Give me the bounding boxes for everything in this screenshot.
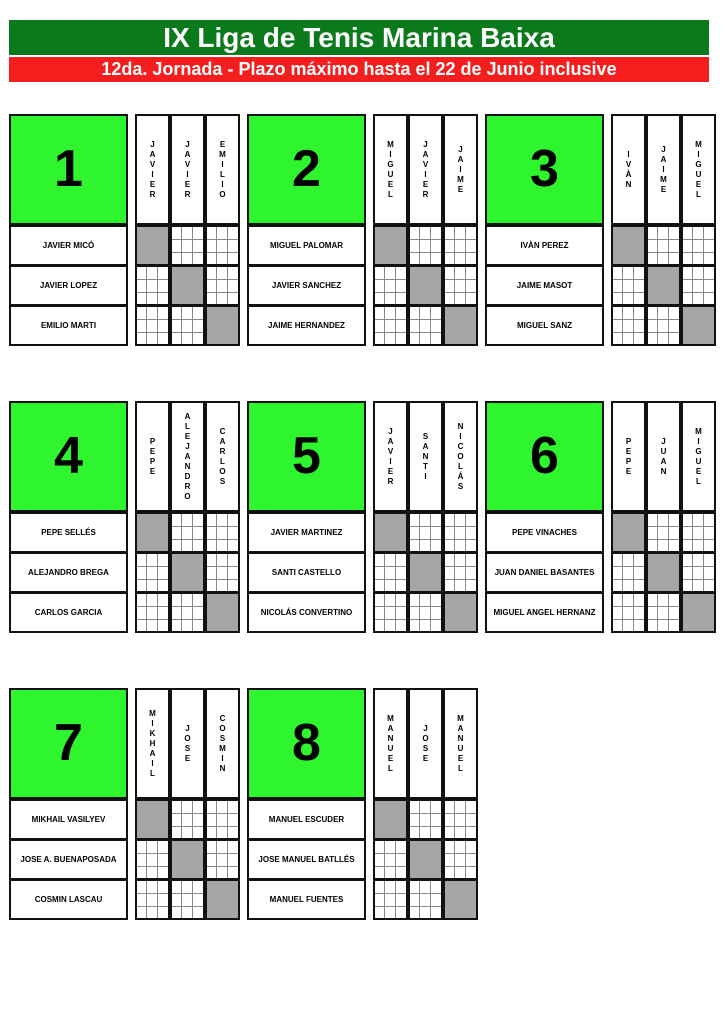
column-header-label: MIGUEL	[694, 426, 703, 487]
score-cell[interactable]	[646, 305, 681, 346]
column-header	[408, 401, 443, 512]
column-header-label: NICOLÁS	[456, 421, 465, 492]
column-header-label: MANUEL	[456, 713, 465, 774]
player-name: JUAN DANIEL BASANTES	[485, 552, 604, 593]
player-name: JAIME HERNANDEZ	[247, 305, 366, 346]
score-cell[interactable]	[611, 592, 646, 633]
score-cell[interactable]	[681, 265, 716, 306]
score-cell[interactable]	[681, 552, 716, 593]
column-header	[205, 401, 240, 512]
self-match-cell	[611, 512, 646, 553]
player-name: ALEJANDRO BREGA	[9, 552, 128, 593]
column-header-label: MIKHAIL	[148, 708, 157, 779]
score-cell[interactable]	[443, 265, 478, 306]
self-match-cell	[205, 879, 240, 920]
column-header	[205, 688, 240, 799]
column-header	[135, 114, 170, 225]
self-match-cell	[135, 799, 170, 840]
score-cell[interactable]	[205, 799, 240, 840]
column-header-label: JOSE	[421, 723, 430, 764]
player-name: MIKHAIL VASILYEV	[9, 799, 128, 840]
score-cell[interactable]	[170, 512, 205, 553]
column-header-label: EMILIO	[218, 139, 227, 200]
score-cell[interactable]	[408, 879, 443, 920]
self-match-cell	[681, 592, 716, 633]
group-table	[9, 688, 234, 920]
score-cell[interactable]	[135, 592, 170, 633]
score-cell[interactable]	[611, 552, 646, 593]
self-match-cell	[443, 879, 478, 920]
player-name: JAVIER LOPEZ	[9, 265, 128, 306]
column-header-label: MANUEL	[386, 713, 395, 774]
player-name: PEPE VINACHES	[485, 512, 604, 553]
score-cell[interactable]	[205, 265, 240, 306]
column-header	[681, 401, 716, 512]
group-table	[485, 401, 710, 633]
score-cell[interactable]	[408, 592, 443, 633]
score-cell[interactable]	[170, 799, 205, 840]
player-name: JAVIER SANCHEZ	[247, 265, 366, 306]
player-name: MANUEL ESCUDER	[247, 799, 366, 840]
score-cell[interactable]	[443, 225, 478, 266]
score-cell[interactable]	[205, 839, 240, 880]
column-header-label: JAIME	[659, 144, 668, 195]
score-cell[interactable]	[408, 512, 443, 553]
page-title: IX Liga de Tenis Marina Baixa	[9, 20, 709, 55]
column-header-label: JUAN	[659, 436, 668, 477]
column-header	[170, 401, 205, 512]
self-match-cell	[135, 512, 170, 553]
player-name: MANUEL FUENTES	[247, 879, 366, 920]
self-match-cell	[373, 512, 408, 553]
score-cell[interactable]	[170, 879, 205, 920]
score-cell[interactable]	[408, 305, 443, 346]
column-header-label: PEPE	[148, 436, 157, 477]
score-cell[interactable]	[443, 512, 478, 553]
self-match-cell	[170, 265, 205, 306]
column-header-label: PEPE	[624, 436, 633, 477]
column-header	[205, 114, 240, 225]
score-cell[interactable]	[611, 305, 646, 346]
self-match-cell	[408, 839, 443, 880]
self-match-cell	[135, 225, 170, 266]
self-match-cell	[611, 225, 646, 266]
score-cell[interactable]	[646, 225, 681, 266]
score-cell[interactable]	[646, 592, 681, 633]
group-number: 3	[485, 114, 604, 225]
column-header	[681, 114, 716, 225]
column-header-label: MIGUEL	[386, 139, 395, 200]
column-header	[135, 401, 170, 512]
column-header	[443, 114, 478, 225]
score-cell[interactable]	[373, 305, 408, 346]
score-cell[interactable]	[443, 839, 478, 880]
column-header-label: IVÀN	[624, 149, 633, 190]
column-header	[611, 401, 646, 512]
score-cell[interactable]	[408, 799, 443, 840]
column-header	[170, 114, 205, 225]
player-name: JOSE MANUEL BATLLÉS	[247, 839, 366, 880]
column-header-label: SANTI	[421, 431, 430, 482]
group-table	[485, 114, 710, 346]
score-cell[interactable]	[373, 552, 408, 593]
self-match-cell	[373, 799, 408, 840]
player-name: NICOLÁS CONVERTINO	[247, 592, 366, 633]
column-header-label: MIGUEL	[694, 139, 703, 200]
score-cell[interactable]	[205, 225, 240, 266]
self-match-cell	[443, 592, 478, 633]
column-header-label: JAVIER	[386, 426, 395, 487]
score-cell[interactable]	[681, 225, 716, 266]
column-header-label: JAIME	[456, 144, 465, 195]
score-cell[interactable]	[373, 839, 408, 880]
score-cell[interactable]	[373, 879, 408, 920]
column-header	[408, 114, 443, 225]
column-header-label: COSMIN	[218, 713, 227, 774]
column-header	[443, 401, 478, 512]
score-cell[interactable]	[135, 879, 170, 920]
player-name: PEPE SELLÉS	[9, 512, 128, 553]
group-table	[9, 401, 234, 633]
column-header	[373, 114, 408, 225]
column-header-label: ALEJANDRO	[183, 411, 192, 502]
score-cell[interactable]	[646, 512, 681, 553]
group-number: 8	[247, 688, 366, 799]
page-subtitle: 12da. Jornada - Plazo máximo hasta el 22 de Junio inclusive	[9, 57, 709, 82]
column-header-label: JAVIER	[421, 139, 430, 200]
player-name: JAIME MASOT	[485, 265, 604, 306]
score-cell[interactable]	[408, 225, 443, 266]
column-header	[611, 114, 646, 225]
self-match-cell	[443, 305, 478, 346]
group-number: 5	[247, 401, 366, 512]
player-name: CARLOS GARCIA	[9, 592, 128, 633]
score-cell[interactable]	[135, 552, 170, 593]
column-header	[373, 688, 408, 799]
column-header-label: CARLOS	[218, 426, 227, 487]
player-name: MIGUEL ANGEL HERNANZ	[485, 592, 604, 633]
score-cell[interactable]	[170, 592, 205, 633]
column-header	[646, 114, 681, 225]
group-table	[247, 114, 472, 346]
group-number: 7	[9, 688, 128, 799]
player-name: IVÀN PEREZ	[485, 225, 604, 266]
player-name: JAVIER MICÓ	[9, 225, 128, 266]
column-header-label: JOSE	[183, 723, 192, 764]
group-number: 4	[9, 401, 128, 512]
player-name: MIGUEL SANZ	[485, 305, 604, 346]
self-match-cell	[205, 305, 240, 346]
self-match-cell	[681, 305, 716, 346]
score-cell[interactable]	[135, 265, 170, 306]
score-cell[interactable]	[205, 512, 240, 553]
group-table	[247, 688, 472, 920]
self-match-cell	[408, 265, 443, 306]
group-table	[9, 114, 234, 346]
group-number: 6	[485, 401, 604, 512]
column-header-label: JAVIER	[183, 139, 192, 200]
score-cell[interactable]	[170, 305, 205, 346]
player-name: JAVIER MARTINEZ	[247, 512, 366, 553]
player-name: COSMIN LASCAU	[9, 879, 128, 920]
self-match-cell	[646, 265, 681, 306]
score-cell[interactable]	[373, 265, 408, 306]
score-cell[interactable]	[681, 512, 716, 553]
player-name: SANTI CASTELLO	[247, 552, 366, 593]
score-cell[interactable]	[443, 799, 478, 840]
score-cell[interactable]	[443, 552, 478, 593]
self-match-cell	[170, 839, 205, 880]
player-name: JOSE A. BUENAPOSADA	[9, 839, 128, 880]
column-header	[443, 688, 478, 799]
score-cell[interactable]	[135, 839, 170, 880]
self-match-cell	[646, 552, 681, 593]
player-name: EMILIO MARTI	[9, 305, 128, 346]
group-number: 1	[9, 114, 128, 225]
self-match-cell	[170, 552, 205, 593]
column-header-label: JAVIER	[148, 139, 157, 200]
score-cell[interactable]	[135, 305, 170, 346]
self-match-cell	[373, 225, 408, 266]
group-table	[247, 401, 472, 633]
column-header	[646, 401, 681, 512]
column-header	[135, 688, 170, 799]
group-number: 2	[247, 114, 366, 225]
column-header	[170, 688, 205, 799]
player-name: MIGUEL PALOMAR	[247, 225, 366, 266]
score-cell[interactable]	[170, 225, 205, 266]
score-cell[interactable]	[373, 592, 408, 633]
score-cell[interactable]	[611, 265, 646, 306]
self-match-cell	[205, 592, 240, 633]
column-header	[408, 688, 443, 799]
self-match-cell	[408, 552, 443, 593]
score-cell[interactable]	[205, 552, 240, 593]
column-header	[373, 401, 408, 512]
